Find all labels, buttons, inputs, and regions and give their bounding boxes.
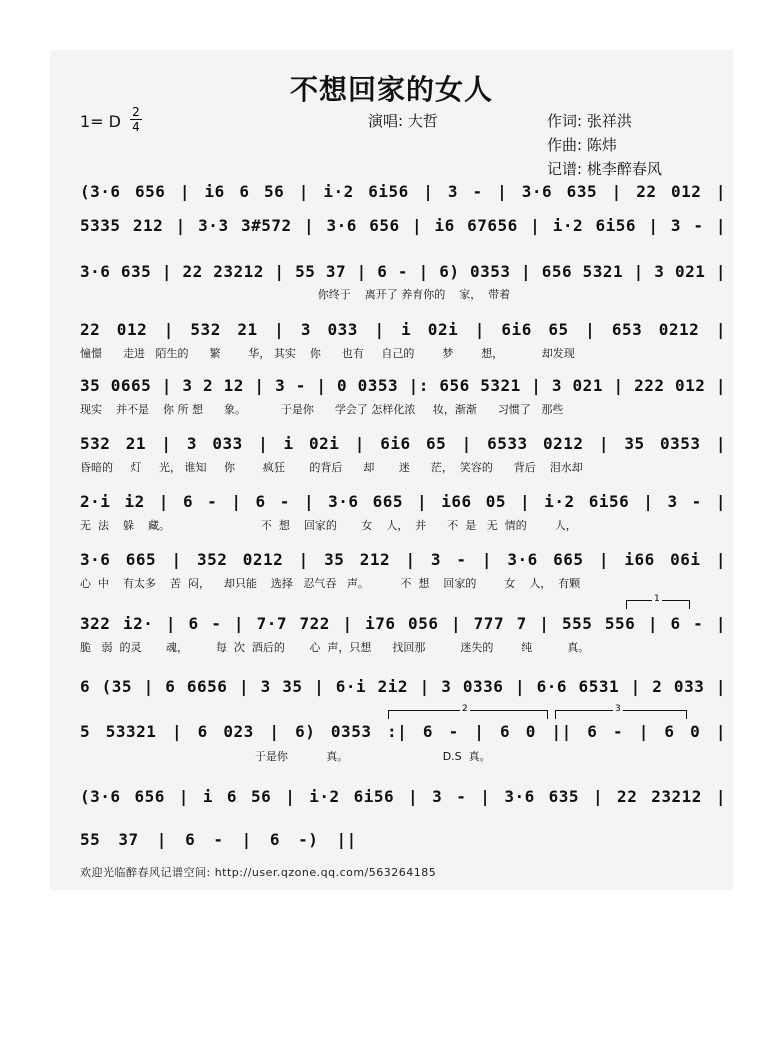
notation-row-2: 5335 212 | 3·3 3#572 | 3·6 656 | i6 67656 | i·2 6i56 | 3 - | — [80, 216, 726, 235]
composer-credit: 作曲: 陈炜 — [547, 136, 617, 154]
notation-row-12: (3·6 656 | i 6 56 | i·2 6i56 | 3 - | 3·6 635 | 22 23212 | — [80, 787, 726, 806]
notation-row-3: 3·6 635 | 22 23212 | 55 37 | 6 - | 6) 0353 | 656 5321 | 3 021 | — [80, 262, 726, 281]
time-signature — [130, 106, 142, 133]
volta-number-3: 3 — [615, 704, 621, 714]
notation-row-13: 55 37 | 6 - | 6 -) || — [80, 830, 357, 849]
key-signature: 1= D — [80, 112, 121, 131]
volta-number-2: 2 — [462, 704, 468, 714]
lyric-row-11: 于是你 真。 D.S 真。 — [80, 750, 491, 763]
lyric-row-6: 昏暗的 灯 光， 谁知 你 疯狂 的背后 却 迷 茫， 笑容的 背后 泪水却 — [80, 461, 583, 474]
notation-row-4: 22 012 | 532 21 | 3 033 | i 02i | 6i6 65 | 653 0212 | — [80, 320, 726, 339]
volta-number-1: 1 — [654, 594, 660, 604]
volta-bracket-1 — [626, 594, 690, 604]
volta-bracket-3 — [555, 704, 687, 714]
lyric-row-9: 脆 弱 的灵 魂， 每 次 酒后的 心 声，只想 找回那 迷失的 纯 真。 — [80, 641, 590, 654]
lyric-row-4: 憧憬 走进 陌生的 繁 华， 其实 你 也有 自己的 梦 想， 却发现 — [80, 347, 575, 360]
notation-row-9: 322 i2· | 6 - | 7·7 722 | i76 056 | 777 7 | 555 556 | 6 - | — [80, 614, 726, 633]
singer-credit: 演唱: 大哲 — [368, 112, 438, 130]
time-signature-top: 2 — [132, 105, 140, 119]
notation-row-7: 2·i i2 | 6 - | 6 - | 3·6 665 | i66 05 | i·2 6i56 | 3 - | — [80, 492, 726, 511]
lyric-row-7: 无 法 躲 藏。 不 想 回家的 女 人， 并 不 是 无 情的 人， — [80, 519, 577, 532]
lyricist-credit: 作词: 张祥洪 — [547, 112, 632, 130]
footer-note: 欢迎光临醉春风记谱空间: http://user.qzone.qq.com/563264185 — [80, 866, 437, 879]
notation-row-1: (3·6 656 | i6 6 56 | i·2 6i56 | 3 - | 3·6 635 | 22 012 | — [80, 182, 726, 201]
sheet-music-page — [50, 50, 733, 890]
song-title: 不想回家的女人 — [289, 73, 493, 106]
volta-bracket-2 — [388, 704, 548, 714]
notation-row-11: 5 53321 | 6 023 | 6) 0353 :| 6 - | 6 0 || 6 - | 6 0 | — [80, 722, 726, 741]
transcriber-credit: 记谱: 桃李醉春风 — [547, 160, 662, 178]
lyric-row-5: 现实 并不是 你 所 想 象。 于是你 学会了 怎样化浓 妆，渐渐 习惯了 那些 — [80, 403, 564, 416]
time-signature-bottom: 4 — [132, 120, 140, 134]
lyric-row-8: 心 中 有太多 苦 闷， 却只能 选择 忍气吞 声。 不 想 回家的 女 人， 有颗 — [80, 577, 581, 590]
notation-row-10: 6 (35 | 6 6656 | 3 35 | 6·i 2i2 | 3 0336 | 6·6 6531 | 2 033 | — [80, 677, 726, 696]
notation-row-5: 35 0665 | 3 2 12 | 3 - | 0 0353 |: 656 5321 | 3 021 | 222 012 | — [80, 376, 726, 395]
notation-row-8: 3·6 665 | 352 0212 | 35 212 | 3 - | 3·6 665 | i66 06i | — [80, 550, 726, 569]
notation-row-6: 532 21 | 3 033 | i 02i | 6i6 65 | 6533 0212 | 35 0353 | — [80, 434, 726, 453]
lyric-row-3: 你终于 离开了 养育你的 家， 带着 — [80, 288, 511, 301]
